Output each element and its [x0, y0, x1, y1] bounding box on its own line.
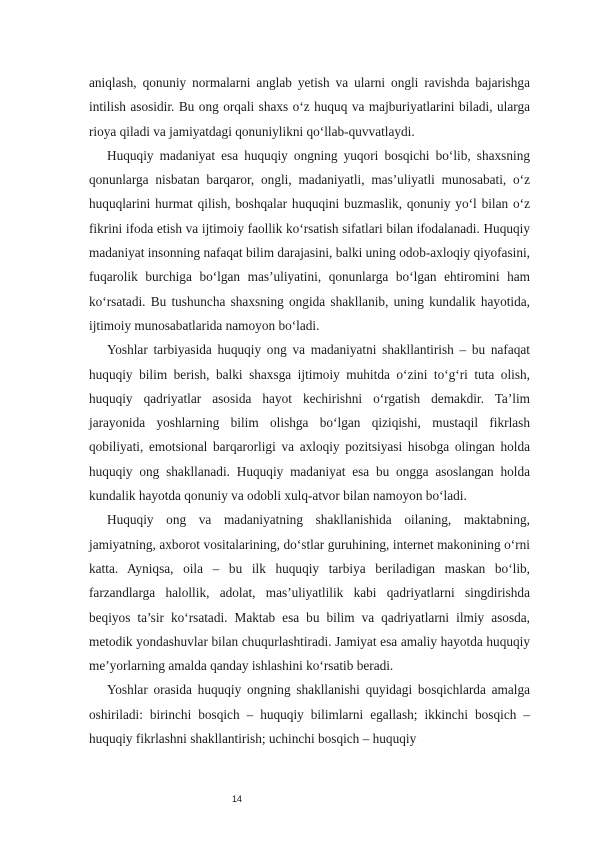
page-number: 14: [232, 794, 243, 804]
paragraph-continuation: aniqlash, qonuniy normalarni anglab yetish va ularni ongli ravishda bajarishga intilish asosidir. Bu ong orqali shaxs o‘z huquq va majburiyatlarini biladi, ularga rioya qiladi va jamiyatdagi qonuniylikni qo‘llab-quvvatlaydi.: [89, 75, 530, 139]
paragraph-formation-factors: Huquqiy ong va madaniyatning shakllanishida oilaning, maktabning, jamiyatning, axborot vositalarining, do‘stlar guruhining, internet makonining o‘rni katta. Ayniqsa, oila – bu ilk huquqiy tarbiya beriladigan maskan bo‘lib, farzandlarga halollik, adolat, mas’uliyatlilik kabi qadriyatlarni singdirishda beqiyos ta’sir ko‘rsatadi. Maktab esa bu bilim va qadriyatlarni ilmiy asosda, metodik yondashuvlar bilan chuqurlashtiradi. Jamiyat esa amaliy hayotda huquqiy me’yorlarning amalda qanday ishlashini ko‘rsatib beradi.: [89, 512, 530, 674]
document-body: [89, 71, 530, 751]
paragraph-youth-upbringing: Yoshlar tarbiyasida huquqiy ong va madaniyatni shakllantirish – bu nafaqat huquqiy bilim berish, balki shaxsga ijtimoiy muhitda o‘zini to‘g‘ri tuta olish, huquqiy qadriyatlar asosida hayot kechirishni o‘rgatish demakdir. Ta’lim jarayonida yoshlarning bilim olishga bo‘lgan qiziqishi, mustaqil fikrlash qobiliyati, emotsional barqarorligi va axloqiy pozitsiyasi hisobga olingan holda huquqiy ong shakllanadi. Huquqiy madaniyat esa bu ongga asoslangan holda kundalik hayotda qonuniy va odobli xulq-atvor bilan namoyon bo‘ladi.: [89, 342, 530, 504]
paragraph-legal-culture: Huquqiy madaniyat esa huquqiy ongning yuqori bosqichi bo‘lib, shaxsning qonunlarga nisbatan barqaror, ongli, madaniyatli, mas’uliyatli munosabati, o‘z huquqlarini hurmat qilish, boshqalar huquqini buzmaslik, qonuniy yo‘l bilan o‘z fikrini ifoda etish va ijtimoiy faollik ko‘rsatish sifatlari bilan ifodalanadi. Huquqiy madaniyat insonning nafaqat bilim darajasini, balki uning odob-axloqiy qiyofasini, fuqarolik burchiga bo‘lgan mas’uliyatini, qonunlarga bo‘lgan ehtiromini ham ko‘rsatadi. Bu tushuncha shaxsning ongida shakllanib, uning kundalik hayotida, ijtimoiy munosabatlarida namoyon bo‘ladi.: [89, 147, 530, 333]
paragraph-formation-stages: Yoshlar orasida huquqiy ongning shakllanishi quyidagi bosqichlarda amalga oshiriladi: birinchi bosqich – huquqiy bilimlarni egallash; ikkinchi bosqich – huquqiy fikrlashni shakllantirish; uchinchi bosqich – huquqiy: [89, 682, 530, 747]
